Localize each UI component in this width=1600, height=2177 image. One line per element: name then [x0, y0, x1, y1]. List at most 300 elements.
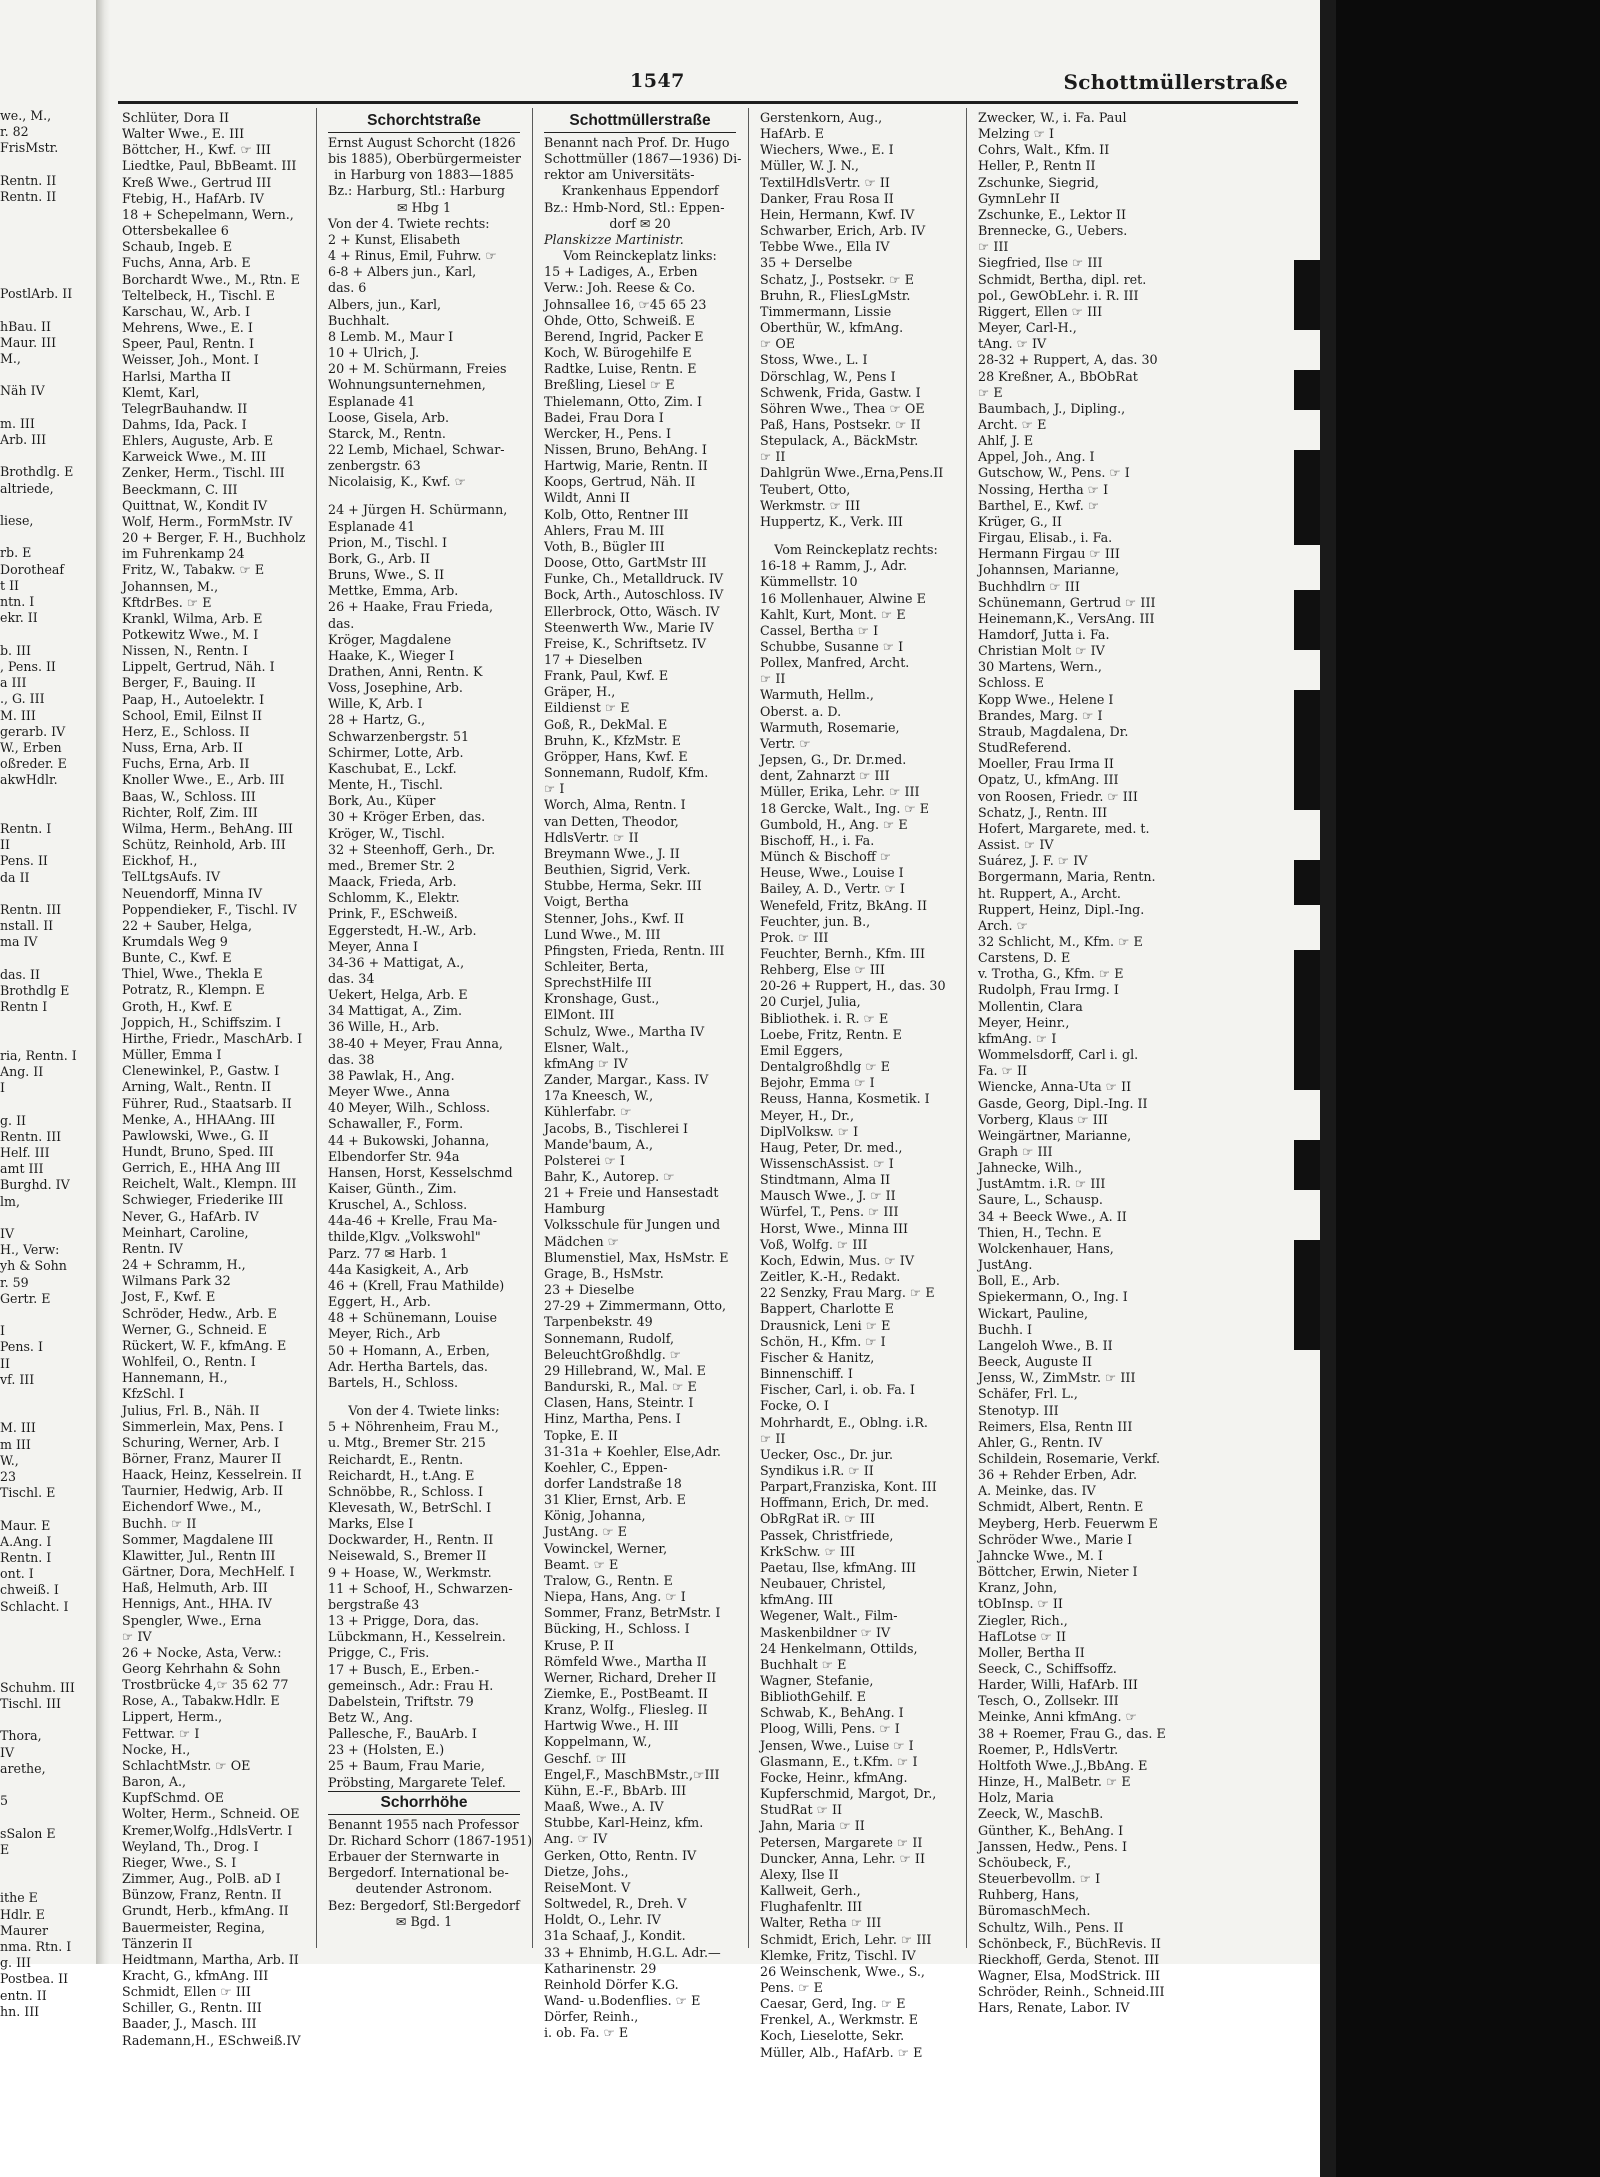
directory-entry: Bz.: Hmb-Nord, Stl.: Eppen- [544, 199, 725, 215]
directory-entry: Kruse, P. II [544, 1637, 614, 1653]
directory-entry: Bartels, H., Schloss. [328, 1374, 459, 1390]
directory-entry: Borchardt Wwe., M., Rtn. E [122, 271, 300, 287]
directory-entry: Glasmann, E., t.Kfm. ☞ I [760, 1753, 918, 1769]
previous-page-fragment [0, 497, 92, 513]
directory-entry: Geschf. ☞ III [544, 1750, 627, 1766]
directory-entry: Schwab, K., BehAng. I [760, 1705, 904, 1721]
directory-entry: Meyer, Carl-H., [978, 320, 1077, 336]
scan-border-edge [1320, 0, 1336, 2177]
directory-entry: Moller, Bertha II [978, 1644, 1085, 1660]
directory-entry: Wegener, Walt., Film- [760, 1608, 898, 1624]
directory-entry: Beamt. ☞ E [544, 1556, 619, 1572]
previous-page-fragment: Maur. III [0, 334, 57, 350]
previous-page-fragment: Pens. I [0, 1339, 43, 1355]
directory-entry: Neisewald, S., Bremer II [328, 1548, 487, 1564]
directory-entry: Erbauer der Sternwarte in [328, 1849, 500, 1865]
directory-entry: Mande'baum, A., [544, 1136, 654, 1152]
directory-entry: Horst, Wwe., Minna III [760, 1220, 908, 1236]
directory-entry: 16-18 + Ramm, J., Adr. [760, 558, 907, 574]
directory-entry: BeleuchtGroßhdlg. ☞ [544, 1346, 682, 1362]
previous-page-fragment [0, 1404, 92, 1420]
directory-entry: 28-32 + Ruppert, A, das. 30 [978, 352, 1158, 368]
directory-entry: Bailey, A. D., Vertr. ☞ I [760, 881, 905, 897]
directory-entry: Klemke, Fritz, Tischl. IV [760, 1947, 916, 1963]
directory-entry: 18 Gercke, Walt., Ing. ☞ E [760, 800, 930, 816]
directory-entry: 17 + Dieselben [544, 652, 643, 667]
directory-entry: Karweick Wwe., M. III [122, 449, 266, 465]
directory-entry: ht. Ruppert, A., Archt. [978, 885, 1121, 901]
directory-entry: Drathen, Anni, Rentn. K [328, 664, 483, 679]
directory-entry: Schirmer, Lotte, Arb. [328, 744, 464, 760]
directory-entry: Haug, Peter, Dr. med., [760, 1139, 903, 1155]
directory-entry: Voss, Josephine, Arb. [328, 680, 463, 696]
previous-page-fragment: A.Ang. I [0, 1533, 52, 1549]
directory-entry: Paetau, Ilse, kfmAng. III [760, 1559, 917, 1575]
directory-entry: Schünemann, Gertrud ☞ III [978, 594, 1156, 610]
directory-entry: Schnöbbe, R., Schloss. I [328, 1483, 484, 1499]
directory-entry: 26 Weinschenk, Wwe., S., [760, 1963, 925, 1979]
previous-page-fragment: arethe, [0, 1760, 46, 1776]
previous-page-fragment: FrisMstr. [0, 140, 59, 156]
previous-page-fragment: Burghd. IV [0, 1177, 70, 1193]
previous-page-fragment: H., Verw: [0, 1242, 60, 1258]
directory-entry: das. 38 [328, 1051, 375, 1067]
directory-entry: Paß, Hans, Postsekr. ☞ II [760, 416, 921, 432]
directory-entry: Nicolaisig, K., Kwf. ☞ [328, 474, 466, 490]
directory-entry: Never, G., HafArb. IV [122, 1208, 259, 1224]
previous-page-fragment: hBau. II [0, 318, 51, 334]
directory-entry: Klemt, Karl, [122, 384, 200, 400]
directory-entry: Albers, jun., Karl, [328, 296, 442, 312]
directory-entry: Dahms, Ida, Pack. I [122, 416, 247, 432]
directory-entry: 20 Curjel, Julia, [760, 994, 861, 1010]
directory-entry: 2 + Kunst, Elisabeth [328, 231, 461, 247]
directory-entry: Esplanade 41 [328, 393, 416, 409]
directory-entry: Loose, Gisela, Arb. [328, 409, 450, 425]
directory-entry: ElMont. III [544, 1007, 615, 1023]
directory-entry: Stepulack, A., BäckMstr. [760, 433, 919, 449]
directory-entry: Polsterei ☞ I [544, 1152, 625, 1168]
directory-entry: Wommelsdorff, Carl i. gl. [978, 1047, 1139, 1063]
directory-entry: Baader, J., Masch. III [122, 2016, 257, 2032]
directory-entry: Flughafenltr. III [760, 1899, 863, 1915]
directory-entry: Zenker, Herm., Tischl. III [122, 465, 285, 481]
directory-entry: Spengler, Wwe., Erna [122, 1612, 262, 1628]
previous-page-fragment: a III [0, 675, 27, 691]
directory-entry: Grage, B., HsMstr. [544, 1265, 664, 1281]
directory-entry: Rieger, Wwe., S. I [122, 1854, 237, 1870]
directory-entry: Freise, K., Schriftsetz. IV [544, 635, 707, 651]
directory-entry: Eichendorf Wwe., M., [122, 1499, 262, 1515]
directory-entry: A. Meinke, das. IV [978, 1483, 1096, 1499]
directory-entry: Tarpenbekstr. 49 [544, 1314, 653, 1330]
directory-entry: 24 + Jürgen H. Schürmann, [328, 502, 508, 518]
previous-page-fragment: ria, Rentn. I [0, 1047, 77, 1063]
directory-entry: Dietze, Johs., [544, 1863, 629, 1879]
directory-entry: Führer, Rud., Staatsarb. II [122, 1095, 292, 1111]
directory-entry: Schmidt, Albert, Rentn. E [978, 1499, 1144, 1515]
directory-entry: Paap, H., Autoelektr. I [122, 691, 265, 707]
directory-entry: 38 + Roemer, Frau G., das. E [978, 1725, 1166, 1741]
directory-entry: Schröder Wwe., Marie I [978, 1531, 1133, 1547]
directory-entry: Dentalgroßhdlg ☞ E [760, 1059, 891, 1075]
section-note: ✉ Bgd. 1 [395, 1913, 453, 1929]
directory-entry: Saure, L., Schausp. [978, 1192, 1103, 1208]
directory-entry: Syndikus i.R. ☞ II [760, 1462, 874, 1478]
directory-entry: Bruns, Wwe., S. II [328, 567, 445, 583]
directory-entry: 21 + Freie und Hansestadt [544, 1185, 719, 1201]
directory-entry: 32 Schlicht, M., Kfm. ☞ E [978, 933, 1143, 949]
directory-entry: Tebbe Wwe., Ella IV [760, 239, 890, 255]
previous-page-fragment: Rentn. II [0, 189, 57, 205]
directory-entry: Archt. ☞ E [978, 416, 1047, 432]
directory-entry: Poppendieker, F., Tischl. IV [122, 901, 297, 917]
directory-entry: Baas, W., Schloss. III [122, 788, 256, 804]
directory-entry: Buchhdlrn ☞ III [978, 578, 1080, 594]
directory-entry: Niepa, Hans, Ang. ☞ I [544, 1589, 686, 1605]
directory-entry: Wagner, Stefanie, [760, 1673, 874, 1688]
directory-entry: Wolckenhauer, Hans, [978, 1240, 1114, 1256]
directory-entry: Klawitter, Jul., Rentn III [122, 1547, 276, 1563]
street-heading: Schottmüllerstraße [544, 110, 736, 133]
directory-entry: Bünzow, Franz, Rentn. II [122, 1887, 282, 1903]
directory-entry: Schöubeck, F., [978, 1854, 1072, 1870]
previous-page-fragment: Arb. III [0, 432, 47, 448]
previous-page-fragment [0, 1712, 92, 1728]
directory-entry: 31a Schaaf, J., Kondit. [544, 1928, 686, 1944]
directory-entry: Arning, Walt., Rentn. II [122, 1079, 272, 1095]
directory-entry: Krankl, Wilma, Arb. E [122, 610, 263, 626]
directory-entry: Ottersbekallee 6 [122, 223, 229, 239]
directory-entry: StudReferend. [978, 740, 1072, 756]
directory-entry: Werkmstr. ☞ III [760, 497, 861, 513]
directory-entry: Breymann Wwe., J. II [544, 845, 680, 861]
directory-entry: Mädchen ☞ [544, 1233, 620, 1249]
directory-entry: Schlüter, Dora II [122, 110, 230, 125]
directory-entry: Gerstenkorn, Aug., [760, 110, 883, 125]
directory-entry: Buchh. I [978, 1321, 1033, 1337]
directory-entry: ☞ I [544, 781, 565, 797]
directory-entry: Heinemann,K., VersAng. III [978, 610, 1155, 626]
directory-entry: Drausnick, Leni ☞ E [760, 1317, 891, 1333]
column-rule [532, 108, 533, 1948]
previous-page-fragment: ekr. II [0, 610, 38, 626]
directory-entry: van Detten, Theodor, [544, 813, 679, 829]
directory-entry: Lippert, Herm., [122, 1709, 223, 1725]
previous-page-fragment: I [0, 1323, 5, 1339]
directory-entry: Holdt, O., Lehr. IV [544, 1912, 661, 1928]
directory-entry: Clenewinkel, P., Gastw. I [122, 1063, 280, 1079]
previous-page-fragment: da II [0, 869, 30, 885]
directory-entry: Wenefeld, Fritz, BkAng. II [760, 897, 927, 913]
previous-page-fragment [0, 1015, 92, 1031]
directory-entry: Fettwar. ☞ I [122, 1725, 200, 1741]
scan-border [1320, 0, 1600, 2177]
directory-entry: Schäfer, Frl. L., [978, 1386, 1078, 1402]
directory-entry: Focke, O. I [760, 1398, 829, 1414]
directory-entry: Schleiter, Berta, [544, 958, 649, 974]
directory-entry: Schwieger, Friederike III [122, 1192, 284, 1208]
directory-entry: König, Johanna, [544, 1508, 646, 1524]
directory-entry: Hamburg [544, 1201, 606, 1217]
previous-page-fragment: m. III [0, 415, 35, 431]
previous-page-fragment: I [0, 1080, 5, 1096]
directory-entry: Appel, Joh., Ang. I [978, 449, 1095, 465]
directory-entry: Suárez, J. F. ☞ IV [978, 853, 1088, 869]
directory-entry: Mausch Wwe., J. ☞ II [760, 1188, 896, 1204]
directory-entry: Moeller, Frau Irma II [978, 756, 1114, 772]
directory-entry: Schatz, J., Postsekr. ☞ E [760, 271, 914, 287]
directory-entry: Lübckmann, H., Kesselrein. [328, 1629, 506, 1645]
directory-entry: Müller, Erika, Lehr. ☞ III [760, 784, 920, 800]
previous-page-fragment: b. III [0, 642, 31, 658]
directory-entry: Thielemann, Otto, Zim. I [544, 393, 703, 409]
directory-entry: Zschunke, E., Lektor II [978, 206, 1127, 222]
previous-page-fragment: entn. II [0, 1987, 47, 2003]
directory-entry: Hartwig, Marie, Rentn. II [544, 458, 708, 474]
directory-entry: 17 + Busch, E., Erben.- [328, 1661, 479, 1677]
directory-entry: JustAng. ☞ E [544, 1524, 628, 1540]
directory-entry: Börner, Franz, Maurer II [122, 1450, 282, 1466]
directory-entry: Schulz, Wwe., Martha IV [544, 1023, 705, 1039]
directory-entry: Hansen, Horst, Kesselschmd [328, 1164, 513, 1180]
directory-entry: Müller, W. J. N., [760, 158, 859, 174]
previous-page-fragment [0, 1501, 92, 1517]
directory-entry: Simmerlein, Max, Pens. I [122, 1418, 284, 1434]
directory-entry: Doose, Otto, GartMstr III [544, 555, 707, 571]
directory-entry: Stenotyp. III [978, 1402, 1059, 1418]
directory-entry: HdlsVertr. ☞ II [544, 829, 639, 845]
previous-page-fragment [0, 205, 92, 221]
previous-page-fragment: das. II [0, 966, 40, 982]
directory-entry: Bücking, H., Schloss. I [544, 1621, 690, 1637]
previous-page-fragment [0, 1032, 92, 1048]
directory-entry: Vertr. ☞ [760, 735, 811, 751]
directory-entry: Johnsallee 16, ☞45 65 23 [544, 296, 707, 312]
running-head: Schottmüllerstraße [1063, 70, 1288, 94]
directory-entry: 34-36 + Mattigat, A., [328, 954, 465, 970]
directory-entry: Zeeck, W., MaschB. [978, 1806, 1104, 1822]
directory-entry: Meyer, H., Dr., [760, 1107, 854, 1123]
directory-entry: tAng. ☞ IV [978, 336, 1047, 352]
directory-entry: Vowinckel, Werner, [544, 1540, 668, 1556]
directory-entry: Vorberg, Klaus ☞ III [978, 1111, 1108, 1127]
directory-entry: Bz.: Harburg, Stl.: Harburg [328, 183, 505, 199]
directory-entry: Bauermeister, Regina, [122, 1919, 266, 1935]
directory-entry: Baumbach, J., Dipling., [978, 400, 1126, 416]
directory-entry: Brennecke, G., Uebers. [978, 223, 1128, 239]
directory-entry: Buchh. ☞ II [122, 1515, 197, 1531]
directory-entry: 31-31a + Koehler, Else,Adr. [544, 1443, 721, 1459]
directory-entry: bis 1885), Oberbürgermeister [328, 151, 521, 167]
directory-entry: Heller, P., Rentn II [978, 158, 1096, 174]
directory-entry: Beeckmann, C. III [122, 481, 238, 497]
directory-entry: Bork, G., Arb. II [328, 550, 431, 566]
directory-entry: Würfel, T., Pens. ☞ III [760, 1204, 899, 1220]
directory-entry: Stindtmann, Alma II [760, 1172, 891, 1188]
directory-entry: kfmAng. ☞ I [978, 1030, 1057, 1046]
directory-entry: StudRat ☞ II [760, 1802, 843, 1818]
spacer [760, 530, 952, 542]
previous-page-fragment: II [0, 1355, 10, 1371]
directory-entry: med., Bremer Str. 2 [328, 857, 455, 873]
directory-entry: Liedtke, Paul, BbBeamt. III [122, 158, 297, 174]
directory-entry: Pröbsting, Margarete Telef. [328, 1774, 506, 1790]
previous-page-fragment: Gertr. E [0, 1290, 51, 1306]
directory-entry: Maack, Frieda, Arb. [328, 874, 457, 890]
directory-entry: dent, Zahnarzt ☞ III [760, 768, 890, 784]
directory-entry: Meinhart, Caroline, [122, 1224, 249, 1240]
directory-entry: Prink, F., ESchweiß. [328, 906, 458, 922]
directory-entry: Berend, Ingrid, Packer E [544, 328, 704, 344]
previous-page-fragment: Rentn I [0, 999, 48, 1015]
directory-entry: Nissen, N., Rentn. I [122, 643, 248, 659]
directory-entry: Sommer, Franz, BetrMstr. I [544, 1605, 721, 1621]
directory-entry: Schiller, G., Rentn. III [122, 2000, 262, 2016]
previous-page-fragment: Brothdlg. E [0, 464, 74, 480]
directory-entry: Loebe, Fritz, Rentn. E [760, 1026, 902, 1042]
previous-page-fragment [0, 270, 92, 286]
directory-entry: Klevesath, W., BetrSchl. I [328, 1499, 492, 1515]
previous-page-fragment [0, 951, 92, 967]
directory-entry: Bork, Au., Küper [328, 793, 436, 809]
directory-entry: Kröger, W., Tischl. [328, 825, 445, 841]
directory-entry: Richter, Rolf, Zim. III [122, 804, 258, 820]
directory-entry: Dörfer, Reinh., [544, 2009, 639, 2025]
directory-entry: Schwarzenbergstr. 51 [328, 728, 470, 744]
directory-entry: 22 Lemb, Michael, Schwar- [328, 441, 505, 457]
directory-entry: Fuchs, Anna, Arb. E [122, 255, 251, 271]
previous-page-fragment: Thora, [0, 1728, 42, 1744]
section-note: deutender Astronom. [355, 1881, 493, 1897]
previous-page-fragment: g. II [0, 1112, 27, 1128]
directory-entry: Bandurski, R., Mal. ☞ E [544, 1379, 697, 1395]
directory-entry: Hirthe, Friedr., MaschArb. I [122, 1030, 303, 1046]
previous-page-fragment: ma IV [0, 934, 38, 950]
directory-entry: Ruppert, Heinz, Dipl.-Ing. [978, 901, 1145, 917]
directory-entry: Blumenstiel, Max, HsMstr. E [544, 1249, 729, 1265]
directory-entry: Gerken, Otto, Rentn. IV [544, 1847, 697, 1863]
previous-page-fragment [0, 1307, 92, 1323]
directory-entry: Spiekermann, O., Ing. I [978, 1289, 1128, 1305]
section-note: in Harburg von 1883—1885 [334, 167, 514, 183]
directory-entry: Langeloh Wwe., B. II [978, 1337, 1113, 1353]
directory-entry: Pens. ☞ E [760, 1979, 823, 1995]
directory-entry: Fa. ☞ II [978, 1063, 1028, 1079]
previous-page-fragment [0, 1874, 92, 1890]
directory-entry: Goß, R., DekMal. E [544, 716, 668, 732]
directory-entry: Binnenschiff. I [760, 1366, 853, 1382]
directory-entry: Kaschubat, E., Lckf. [328, 760, 457, 776]
directory-entry: Krumdals Weg 9 [122, 933, 228, 949]
previous-page-fragment [0, 805, 92, 821]
previous-page-fragment: Rentn. I [0, 820, 52, 836]
directory-entry: 10 + Ulrich, J. [328, 345, 420, 361]
directory-entry: 27-29 + Zimmermann, Otto, [544, 1298, 727, 1314]
directory-entry: 24 + Schramm, H., [122, 1257, 246, 1273]
directory-entry: Werner, Richard, Dreher II [544, 1669, 717, 1685]
directory-entry: Emil Eggers, [760, 1042, 844, 1058]
directory-entry: Rehberg, Else ☞ III [760, 962, 885, 978]
directory-entry: Rudolph, Frau Irmg. I [978, 982, 1119, 998]
directory-entry: Haake, K., Wieger I [328, 647, 455, 663]
directory-entry: Lund Wwe., M. III [544, 926, 661, 942]
directory-entry: Kranz, John, [978, 1580, 1058, 1596]
directory-entry: Söhren Wwe., Thea ☞ OE [760, 400, 925, 416]
directory-entry: Rieckhoff, Gerda, Stenot. III [978, 1951, 1160, 1967]
previous-page-fragment: Rentn. III [0, 901, 62, 917]
previous-page-fragment: Schlacht. I [0, 1598, 69, 1614]
previous-page-fragment [0, 1096, 92, 1112]
directory-entry: Koch, Edwin, Mus. ☞ IV [760, 1252, 914, 1268]
previous-page-fragment: amt III [0, 1161, 44, 1177]
directory-entry: Potkewitz Wwe., M. I [122, 627, 259, 642]
directory-entry: Elsner, Walt., [544, 1039, 629, 1055]
directory-entry: Kranz, Wolfg., Fliesleg. II [544, 1702, 708, 1718]
directory-entry: Bischoff, H., i. Fa. [760, 832, 875, 848]
directory-entry: Dockwarder, H., Rentn. II [328, 1532, 494, 1548]
directory-entry: Schubbe, Susanne ☞ I [760, 639, 904, 654]
directory-entry: Koehler, C., Eppen- [544, 1459, 668, 1475]
directory-entry: ☞ III [978, 239, 1009, 255]
directory-entry: 30 + Kröger Erben, das. [328, 809, 486, 825]
directory-entry: JustAmtm. i.R. ☞ III [978, 1176, 1106, 1192]
previous-page-fragment: Rentn. III [0, 1128, 62, 1144]
directory-entry: Hein, Hermann, Kwf. IV [760, 206, 915, 222]
directory-entry: Riggert, Ellen ☞ III [978, 303, 1103, 319]
previous-page-fragment: Maurer [0, 1922, 49, 1938]
directory-entry: BibliothGehilf. E [760, 1689, 867, 1705]
directory-entry: Holz, Maria [978, 1790, 1054, 1806]
directory-column-4 [760, 110, 952, 2060]
directory-entry: Uecker, Osc., Dr. jur. [760, 1446, 894, 1462]
directory-entry: ☞ IV [122, 1628, 152, 1644]
previous-page-fragment: yh & Sohn [0, 1258, 67, 1274]
directory-entry: 44 + Bukowski, Johanna, [328, 1132, 490, 1148]
previous-page-fragment: Postbea. II [0, 1971, 69, 1987]
directory-entry: 36 Wille, H., Arb. [328, 1019, 440, 1035]
directory-entry: Danker, Frau Rosa II [760, 190, 894, 206]
directory-entry: bergstraße 43 [328, 1596, 420, 1612]
directory-entry: Teubert, Otto, [760, 481, 851, 497]
previous-page-fragment: , Pens. II [0, 658, 56, 674]
directory-entry: Bahr, K., Autorep. ☞ [544, 1169, 675, 1184]
directory-entry: Gumbold, H., Ang. ☞ E [760, 816, 908, 832]
page-header [560, 70, 1300, 100]
directory-entry: Schloss. E [978, 675, 1045, 691]
directory-entry: 35 + Derselbe [760, 255, 853, 271]
directory-entry: im Fuhrenkamp 24 [122, 546, 245, 562]
directory-entry: Esplanade 41 [328, 518, 416, 534]
directory-entry: Schottmüller (1867—1936) Di- [544, 151, 742, 167]
directory-entry: Kupferschmid, Margot, Dr., [760, 1786, 937, 1802]
directory-entry: Heidtmann, Martha, Arb. II [122, 1951, 299, 1967]
directory-entry: Benannt 1955 nach Professor [328, 1816, 519, 1832]
directory-column-2 [328, 110, 533, 1950]
directory-entry: Pollex, Manfred, Archt. [760, 655, 910, 671]
directory-entry: Schön, H., Kfm. ☞ I [760, 1333, 886, 1349]
directory-column-1 [122, 110, 314, 2048]
directory-entry: TextilHdlsVertr. ☞ II [760, 174, 890, 190]
directory-entry: WissenschAssist. ☞ I [760, 1156, 894, 1171]
directory-entry: Pallesche, F., BauArb. I [328, 1726, 477, 1742]
directory-entry: Rademann,H., ESchweiß.IV [122, 2032, 301, 2048]
directory-entry: Fischer & Hanitz, [760, 1349, 875, 1365]
directory-entry: Straub, Magdalena, Dr. [978, 723, 1129, 739]
directory-entry: Heuse, Wwe., Louise I [760, 865, 904, 881]
directory-entry: Brandes, Marg. ☞ I [978, 707, 1103, 723]
directory-entry: Reinhold Dörfer K.G. [544, 1976, 679, 1992]
